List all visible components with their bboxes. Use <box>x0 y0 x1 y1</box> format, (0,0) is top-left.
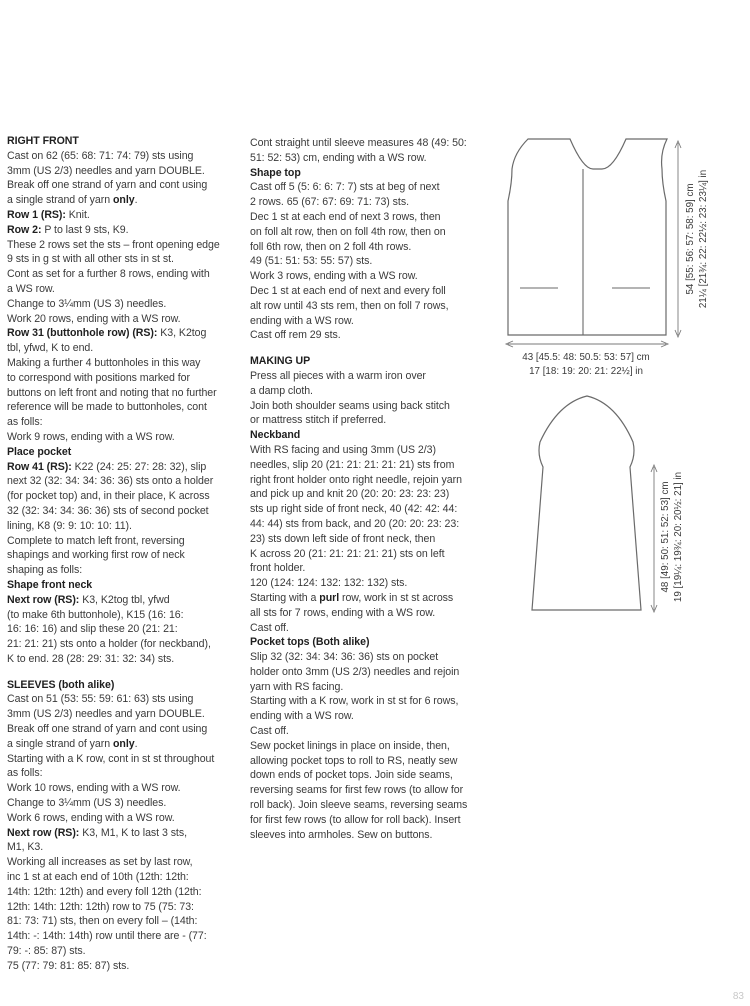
text-line: yarn with RS facing. <box>250 680 344 693</box>
text-line: Cast off 5 (5: 6: 6: 7: 7) sts at beg of next <box>250 181 440 194</box>
row-label: Next row (RS): <box>7 826 80 839</box>
text-line: reversing seams for first few rows (to allow for <box>250 784 464 797</box>
text-line: Break off one strand of yarn and cont using <box>7 723 208 736</box>
text-line: roll back). Join sleeve seams, reversing seams <box>250 799 468 812</box>
body-schematic-diagram <box>490 135 740 380</box>
text-span: Starting with a <box>250 591 320 604</box>
text-line: Cont straight until sleeve measures 48 (49: 50: <box>250 137 467 149</box>
shape-top-heading: Shape top <box>250 166 301 179</box>
text-line: 3mm (US 2/3) needles and yarn DOUBLE. <box>7 164 205 177</box>
emphasis: only <box>112 737 135 750</box>
text-line: a WS row. <box>7 282 55 295</box>
text-line: 16: 16: 16) and slip these 20 (21: 21: <box>7 623 178 636</box>
text-line: 51: 52: 53) cm, ending with a WS row. <box>250 151 427 164</box>
text-line: 81: 73: 71) sts, then on every foll – (14th: <box>7 915 198 928</box>
text-span: Knit. <box>65 208 90 221</box>
text-line: alt row until 43 sts rem, then on foll 7 rows, <box>250 299 449 312</box>
sleeve-length-cm-label: 48 [49: 50: 51: 52: 53] cm <box>660 481 671 593</box>
text-line: 2 rows. 65 (67: 67: 69: 71: 73) sts. <box>250 196 409 209</box>
row-label: Next row (RS): <box>7 593 80 606</box>
text-line: Press all pieces with a warm iron over <box>250 369 426 382</box>
text-line: Join both shoulder seams using back stitch <box>250 399 450 412</box>
height-cm-label: 54 [55: 56: 57: 58: 59] cm <box>685 183 696 295</box>
pocket-tops-heading: Pocket tops (Both alike) <box>250 636 370 649</box>
text-line: Change to 3¼mm (US 3) needles. <box>7 797 167 810</box>
shape-front-neck-heading: Shape front neck <box>7 578 93 591</box>
text-line: Cont as set for a further 8 rows, ending with <box>7 268 210 281</box>
row-label: Row 2: <box>7 223 42 236</box>
text-line <box>7 326 247 341</box>
text-line: allowing pocket tops to roll to RS, neatly sew <box>250 754 458 767</box>
text-line: 14th: -: 14th: 14th) row until there are - (77: <box>7 930 207 943</box>
text-line <box>7 460 247 475</box>
text-line: shaping as folls: <box>7 564 83 577</box>
text-line: Change to 3¼mm (US 3) needles. <box>7 297 167 310</box>
middle-column <box>250 136 490 842</box>
text-line: With RS facing and using 3mm (US 2/3) <box>250 443 436 456</box>
text-line: 21: 21: 21) sts onto a holder (for neckband), <box>7 638 211 651</box>
text-line: lining, K8 (9: 9: 10: 10: 11). <box>7 519 132 532</box>
page-number: 83 <box>732 991 744 1002</box>
text-line: Cast off. <box>250 621 289 634</box>
text-line: 44: 44) sts from back, and 20 (20: 20: 23: 23: <box>250 517 460 530</box>
text-line: Cast on 51 (53: 55: 59: 61: 63) sts using <box>7 693 194 706</box>
text-line: Making a further 4 buttonholes in this way <box>7 356 201 369</box>
text-line: 23) sts down left side of front neck, then <box>250 532 436 545</box>
sleeve-outline <box>532 396 641 610</box>
sleeve-schematic-diagram <box>490 395 740 615</box>
text-line: buttons on left front and noting that no further <box>7 386 217 399</box>
right-front-heading: RIGHT FRONT <box>7 135 79 147</box>
text-span: K3, K2tog <box>157 327 207 340</box>
text-line: inc 1 st at each end of 10th (12th: 12th: <box>7 871 189 884</box>
text-line: Slip 32 (32: 34: 34: 36: 36) sts on pocket <box>250 651 439 664</box>
text-line: Working all increases as set by last row, <box>7 856 193 869</box>
text-line: Work 3 rows, ending with a WS row. <box>250 270 418 283</box>
text-span: P to last 9 sts, K9. <box>41 223 129 236</box>
text-line: Starting with a K row, cont in st st throughout <box>7 752 215 765</box>
text-line: (to make 6th buttonhole), K15 (16: 16: <box>7 608 184 621</box>
text-span: a single strand of yarn <box>7 737 113 750</box>
text-line: 3mm (US 2/3) needles and yarn DOUBLE. <box>7 708 205 721</box>
text-line: for first few rows (to allow for roll back). Insert <box>250 813 461 826</box>
text-line: These 2 rows set the sts – front opening edge <box>7 238 220 251</box>
row-label: Row 1 (RS): <box>7 208 66 221</box>
text-span: row, work in st st across <box>339 591 454 604</box>
text-line: as folls: <box>7 767 43 780</box>
text-line: 79: -: 85: 87) sts. <box>7 945 86 958</box>
text-line: and pick up and knit 20 (20: 20: 23: 23: 23) <box>250 488 450 501</box>
text-line: to correspond with positions marked for <box>7 371 190 384</box>
text-line: Break off one strand of yarn and cont using <box>7 179 208 192</box>
text-line <box>7 193 247 208</box>
text-line: (for pocket top) and, in their place, K across <box>7 490 210 503</box>
text-line: Dec 1 st at each end of next 3 rows, then <box>250 210 441 223</box>
text-line <box>7 593 247 608</box>
text-line: 14th: 12th: 12th) and every foll 12th (12th: <box>7 885 202 898</box>
text-span: . <box>134 737 138 750</box>
text-span: K3, M1, K to last 3 sts, <box>79 826 187 839</box>
text-line: 9 sts in g st with all other sts in st st. <box>7 253 174 266</box>
text-line: Work 9 rows, ending with a WS row. <box>7 430 175 443</box>
text-line: Work 6 rows, ending with a WS row. <box>7 811 175 824</box>
text-line: Cast off. <box>250 725 289 738</box>
text-line: a damp cloth. <box>250 384 313 397</box>
height-in-label: 21¼ [21¾: 22: 22½: 23: 23¼] in <box>698 169 709 309</box>
text-span: . <box>134 194 138 207</box>
width-in-label: 17 [18: 19: 20: 21: 22½] in <box>529 366 643 377</box>
making-up-heading: MAKING UP <box>250 355 311 368</box>
left-column <box>7 134 247 974</box>
text-line: 12th: 14th: 12th: 12th) row to 75 (75: 73: <box>7 900 194 913</box>
text-line: reference will be made to buttonholes, cont <box>7 401 207 414</box>
text-span: a single strand of yarn <box>7 194 113 207</box>
text-line: holder onto 3mm (US 2/3) needles and rejoin <box>250 665 460 678</box>
text-line: Sew pocket linings in place on inside, then, <box>250 739 450 752</box>
text-line: all sts for 7 rows, ending with a WS row. <box>250 606 436 619</box>
sleeve-length-in-label: 19 [19¼: 19¾: 20: 20½: 21] in <box>673 471 684 603</box>
text-line: Complete to match left front, reversing <box>7 534 185 547</box>
text-line: Work 20 rows, ending with a WS row. <box>7 312 181 325</box>
text-line <box>7 737 247 752</box>
text-line <box>7 208 247 223</box>
text-line: 32 (32: 34: 34: 36: 36) sts of second pocket <box>7 504 209 517</box>
text-line: Cast off rem 29 sts. <box>250 329 341 342</box>
neckband-heading: Neckband <box>250 429 301 442</box>
text-line: down ends of pocket tops. Join side seams, <box>250 769 453 782</box>
text-line: as folls: <box>7 416 43 429</box>
text-line: tbl, yfwd, K to end. <box>7 342 94 355</box>
text-line: 49 (51: 51: 53: 55: 57) sts. <box>250 255 373 268</box>
text-span: K3, K2tog tbl, yfwd <box>79 593 170 606</box>
text-line: K across 20 (21: 21: 21: 21: 21) sts on left <box>250 547 445 560</box>
text-line: shapings and working first row of neck <box>7 549 185 562</box>
place-pocket-heading: Place pocket <box>7 445 72 458</box>
text-line: sleeves into armholes. Sew on buttons. <box>250 828 433 841</box>
text-line: or mattress stitch if preferred. <box>250 414 387 427</box>
text-line: ending with a WS row. <box>250 314 354 327</box>
text-line: sts up right side of front neck, 40 (42: 42: 44: <box>250 503 458 516</box>
text-line <box>7 826 247 841</box>
text-line: K to end. 28 (28: 29: 31: 32: 34) sts. <box>7 652 175 665</box>
emphasis: only <box>112 194 135 207</box>
text-line <box>7 223 247 238</box>
row-label: Row 31 (buttonhole row) (RS): <box>7 327 158 340</box>
text-line: M1, K3. <box>7 841 44 854</box>
text-line: foll 6th row, then on 2 foll 4th rows. <box>250 240 412 253</box>
emphasis: purl <box>319 591 340 604</box>
text-line: 75 (77: 79: 81: 85: 87) sts. <box>7 959 130 972</box>
text-span: K22 (24: 25: 27: 28: 32), slip <box>71 460 207 473</box>
text-line: 120 (124: 124: 132: 132: 132) sts. <box>250 577 408 590</box>
text-line: front holder. <box>250 562 306 575</box>
text-line: on foll alt row, then on foll 4th row, then on <box>250 225 446 238</box>
text-line: Dec 1 st at each end of next and every foll <box>250 284 446 297</box>
text-line: right front holder onto right needle, rejoin yarn <box>250 473 462 486</box>
text-line: Starting with a K row, work in st st for 6 rows, <box>250 695 459 708</box>
sleeves-heading: SLEEVES (both alike) <box>7 678 115 691</box>
text-line <box>250 591 490 606</box>
text-line: Work 10 rows, ending with a WS row. <box>7 782 181 795</box>
text-line: ending with a WS row. <box>250 710 354 723</box>
text-line: Cast on 62 (65: 68: 71: 74: 79) sts using <box>7 149 194 162</box>
text-line: next 32 (32: 34: 34: 36: 36) sts onto a holder <box>7 475 214 488</box>
width-cm-label: 43 [45.5: 48: 50.5: 53: 57] cm <box>522 352 650 363</box>
body-outline <box>508 139 667 335</box>
text-line: needles, slip 20 (21: 21: 21: 21: 21) sts from <box>250 458 455 471</box>
row-label: Row 41 (RS): <box>7 460 72 473</box>
